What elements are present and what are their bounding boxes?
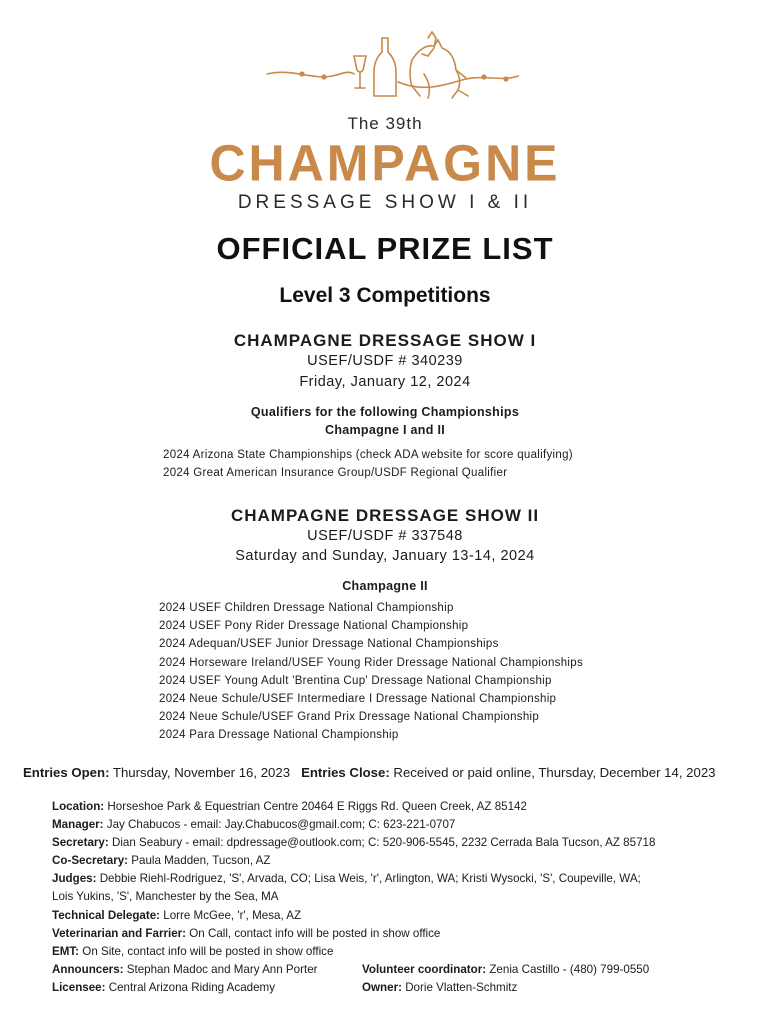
entries-close-value: Received or paid online, Thursday, December 14, 2023 (393, 765, 716, 780)
vet-value: On Call, contact info will be posted in show office (189, 926, 441, 940)
technical-delegate-label: Technical Delegate: (52, 908, 161, 922)
list-item: 2024 Adequan/USEF Junior Dressage National Championships (159, 638, 499, 651)
manager-label: Manager: (52, 818, 104, 832)
secretary-label: Secretary: (52, 836, 109, 850)
licensee-owner-row (52, 979, 752, 997)
list-item: 2024 Arizona State Championships (check ADA website for score qualifying) (163, 449, 573, 461)
show2-usef-number: USEF/USDF # 337548 (307, 528, 463, 544)
manager-row (52, 816, 752, 834)
licensee-value: Central Arizona Riding Academy (108, 980, 275, 994)
show-title: CHAMPAGNE (209, 134, 561, 192)
cosecretary-row (52, 852, 752, 870)
page-title: OFFICIAL PRIZE LIST (216, 231, 554, 266)
entries-open-value: Thursday, November 16, 2023 (112, 765, 291, 780)
judges-label: Judges: (52, 872, 97, 886)
entries-open-label: Entries Open: (23, 765, 110, 780)
list-item: 2024 Para Dressage National Championship (159, 729, 399, 742)
edition-label: The 39th (347, 114, 423, 133)
show-info-block (52, 798, 752, 997)
list-item: 2024 Neue Schule/USEF Grand Prix Dressage National Championship (159, 711, 540, 724)
technical-delegate-value: Lorre McGee, 'r', Mesa, AZ (163, 908, 302, 922)
judges-value: Debbie Riehl-Rodriguez, 'S', Arvada, CO; Lisa Weis, 'r', Arlington, WA; Kristi Wysocki, 'S', Coupeville, WA; (99, 872, 641, 886)
volunteer-label: Volunteer coordinator: (362, 962, 487, 976)
judges-row (52, 870, 752, 888)
technical-delegate-row (52, 907, 752, 925)
qualifiers-title: Qualifiers for the following Championships (250, 405, 520, 419)
show2-subtitle: Champagne II (342, 579, 428, 593)
secretary-value: Dian Seabury - email: dpdressage@outlook.com; C: 520-906-5545, 2232 Cerrada Bala Tucson, AZ 85718 (111, 836, 656, 850)
list-item: 2024 Great American Insurance Group/USDF Regional Qualifier (163, 467, 508, 479)
entries-line (23, 765, 763, 780)
show2-name: CHAMPAGNE DRESSAGE SHOW II (230, 506, 540, 525)
announcers-value: Stephan Madoc and Mary Ann Porter (126, 962, 318, 976)
judges-value-continued: Lois Yukins, 'S', Manchester by the Sea, MA (52, 890, 279, 904)
list-item: 2024 USEF Children Dressage National Championship (159, 602, 454, 614)
show1-qualifier-list (163, 446, 573, 482)
location-row (52, 798, 752, 816)
list-item: 2024 Neue Schule/USEF Intermediare I Dressage National Championship (159, 693, 557, 706)
list-item: 2024 USEF Pony Rider Dressage National Championship (159, 620, 469, 633)
emt-label: EMT: (52, 944, 80, 958)
show-subtitle: DRESSAGE SHOW I & II (237, 192, 533, 213)
list-item: 2024 USEF Young Adult 'Brentina Cup' Dressage National Championship (159, 674, 552, 687)
secretary-row (52, 834, 752, 852)
cosecretary-label: Co-Secretary: (52, 854, 129, 868)
qualifiers-subtitle: Champagne I and II (325, 423, 445, 437)
show1-usef-number: USEF/USDF # 340239 (307, 353, 463, 369)
level-heading: Level 3 Competitions (279, 284, 491, 307)
emt-row (52, 943, 752, 961)
location-label: Location: (52, 800, 105, 813)
owner-value: Dorie Vlatten-Schmitz (405, 980, 518, 994)
champagne-horse-logo-icon (262, 30, 522, 110)
announcers-volunteer-row (52, 961, 752, 979)
entries-close-label: Entries Close: (301, 765, 390, 780)
vet-row (52, 925, 752, 943)
owner-label: Owner: (362, 980, 402, 994)
emt-value: On Site, contact info will be posted in show office (82, 944, 334, 958)
manager-value: Jay Chabucos - email: Jay.Chabucos@gmail.com; C: 623-221-0707 (106, 818, 456, 832)
cosecretary-value: Paula Madden, Tucson, AZ (131, 854, 271, 868)
list-item: 2024 Horseware Ireland/USEF Young Rider Dressage National Championships (159, 656, 584, 669)
announcers-label: Announcers: (52, 962, 124, 976)
vet-label: Veterinarian and Farrier: (52, 926, 187, 940)
location-value: Horseshoe Park & Equestrian Centre 20464 E Riggs Rd. Queen Creek, AZ 85142 (107, 800, 527, 813)
show2-championship-list (159, 599, 583, 745)
show2-date: Saturday and Sunday, January 13-14, 2024 (235, 548, 535, 564)
volunteer-value: Zenia Castillo - (480) 799-0550 (489, 962, 650, 976)
licensee-label: Licensee: (52, 980, 106, 994)
show1-name: CHAMPAGNE DRESSAGE SHOW I (233, 331, 537, 350)
show1-date: Friday, January 12, 2024 (299, 374, 471, 390)
judges-row-continued (52, 888, 752, 906)
